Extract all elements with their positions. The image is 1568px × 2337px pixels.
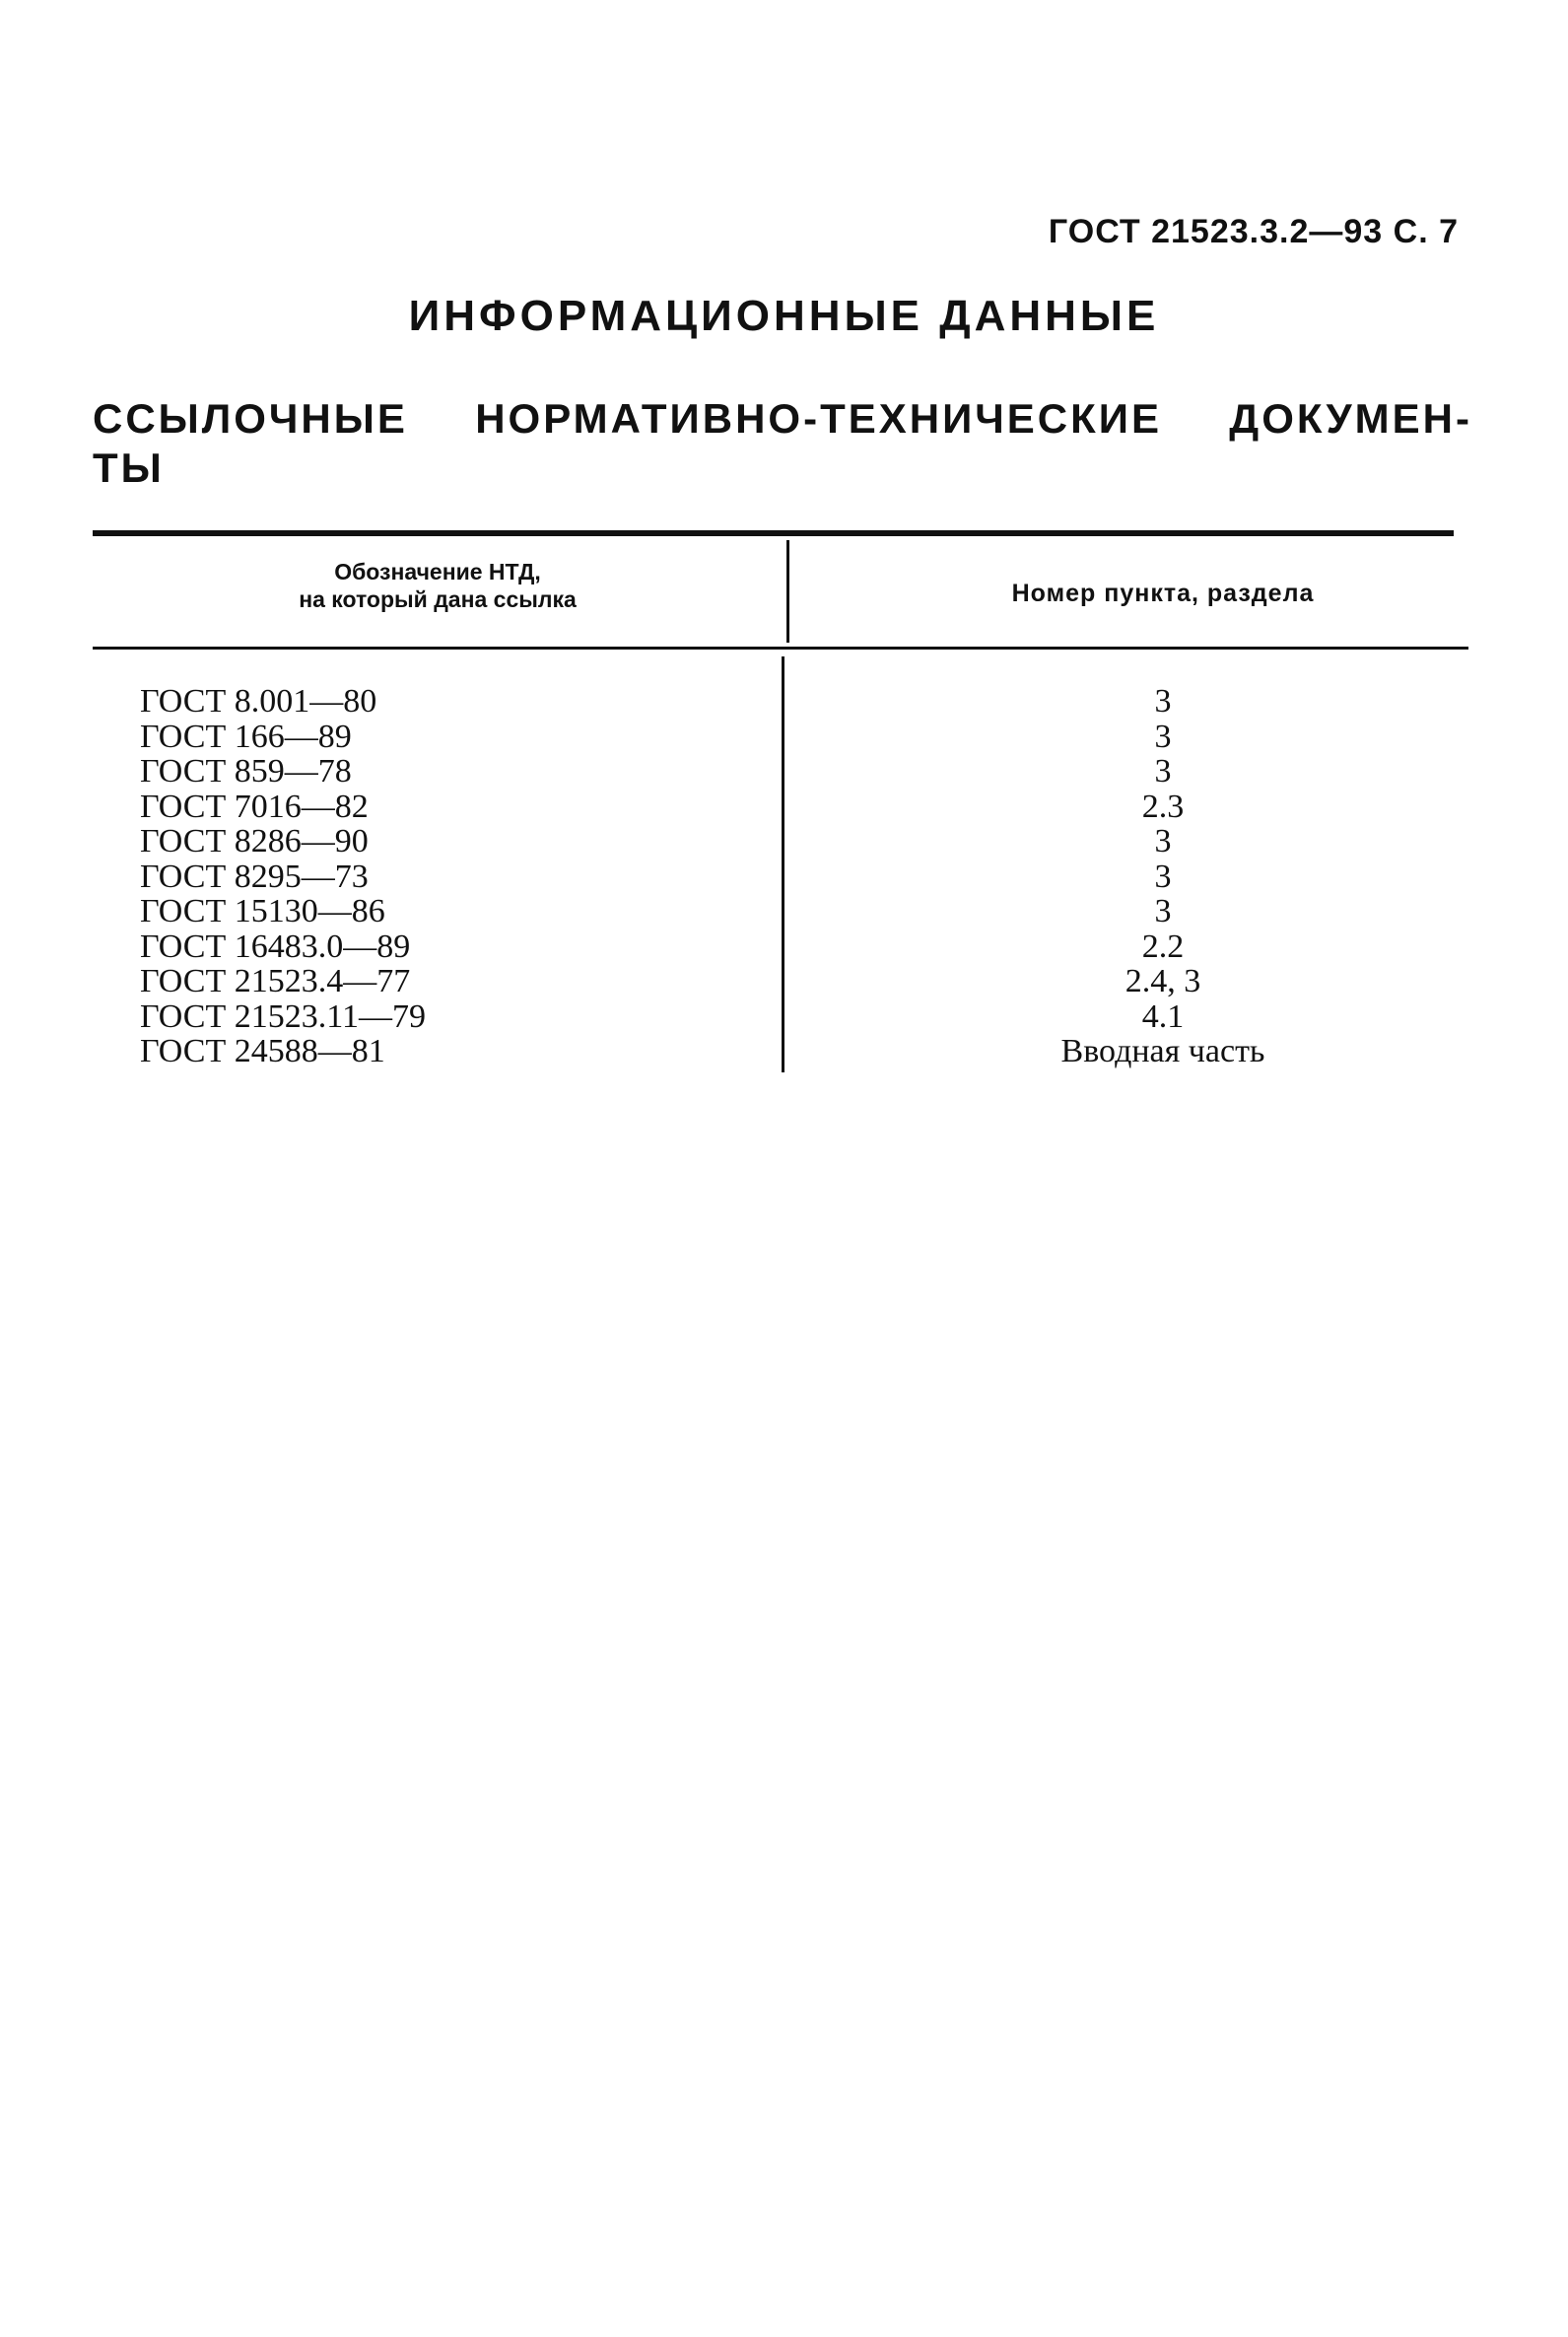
document-cell: ГОСТ 8.001—80 (140, 683, 377, 720)
section-cell: 3 (1154, 718, 1172, 755)
document-cell: ГОСТ 8286—90 (140, 823, 369, 859)
table-row (0, 824, 1568, 859)
table-row (0, 859, 1568, 895)
subtitle-line-1 (93, 394, 1472, 444)
column-header-designation-line2: на который дана ссылка (299, 586, 577, 612)
document-cell: ГОСТ 16483.0—89 (140, 928, 411, 965)
section-cell: 2.3 (1141, 788, 1185, 825)
document-cell: ГОСТ 21523.11—79 (140, 997, 426, 1035)
table-row (0, 720, 1568, 755)
subtitle-word: ССЫЛОЧНЫЕ (93, 395, 408, 442)
section-cell: 2.4, 3 (1125, 963, 1201, 999)
main-title: ИНФОРМАЦИОННЫЕ ДАННЫЕ (408, 292, 1160, 340)
section-subtitle (93, 394, 1472, 493)
section-cell: 3 (1154, 683, 1172, 720)
document-cell: ГОСТ 21523.4—77 (140, 963, 411, 999)
document-cell: ГОСТ 8295—73 (140, 858, 369, 895)
subtitle-word: ДОКУМЕН- (1229, 395, 1472, 442)
table-body (0, 684, 1568, 1069)
section-cell: 2.2 (1141, 928, 1185, 965)
table-row (0, 999, 1568, 1035)
section-cell: 3 (1154, 753, 1172, 790)
section-cell: 3 (1154, 893, 1172, 929)
document-cell: ГОСТ 15130—86 (140, 893, 385, 929)
document-cell: ГОСТ 24588—81 (140, 1033, 385, 1069)
section-cell: Вводная часть (1060, 1033, 1265, 1069)
subtitle-word: НОРМАТИВНО-ТЕХНИЧЕСКИЕ (475, 395, 1162, 442)
section-cell: 4.1 (1141, 997, 1185, 1035)
section-cell: 3 (1154, 823, 1172, 859)
column-header-section: Номер пункта, раздела (1011, 580, 1315, 607)
document-cell: ГОСТ 7016—82 (140, 788, 369, 825)
document-cell: ГОСТ 859—78 (140, 753, 352, 790)
table-header-rule (93, 647, 1468, 650)
column-header-designation-line1: Обозначение НТД, (334, 559, 541, 584)
table-row (0, 894, 1568, 929)
table-row (0, 684, 1568, 720)
table-row (0, 929, 1568, 965)
document-cell: ГОСТ 166—89 (140, 718, 352, 755)
table-row (0, 790, 1568, 825)
section-cell: 3 (1154, 858, 1172, 895)
table-top-rule (93, 530, 1454, 536)
table-row (0, 964, 1568, 999)
column-header-designation (93, 558, 783, 613)
table-row (0, 1034, 1568, 1069)
page-header: ГОСТ 21523.3.2—93 С. 7 (1048, 213, 1459, 250)
subtitle-line-2: ТЫ (93, 445, 165, 491)
table-row (0, 754, 1568, 790)
